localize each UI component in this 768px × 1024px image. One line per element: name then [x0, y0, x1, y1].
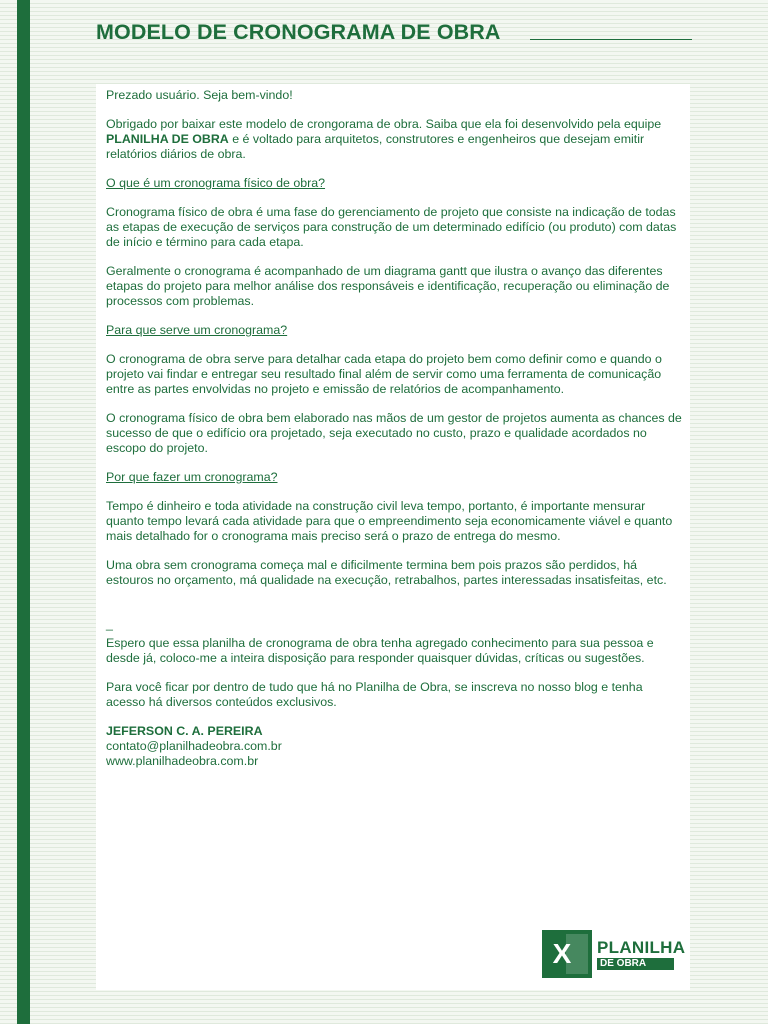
section-heading-what-is: O que é um cronograma físico de obra?	[106, 176, 326, 190]
paragraph-time-money: Tempo é dinheiro e toda atividade na construção civil leva tempo, portanto, é importante mensurar quanto tempo levará cada atividade para que o empreendimento seja economicamente viável e quanto mais detalhado for o cronograma mais preciso será o prazo de entrega do mesmo.	[106, 499, 673, 543]
section-heading-purpose: Para que serve um cronograma?	[106, 323, 288, 337]
greeting-text: Prezado usuário. Seja bem-vindo!	[106, 88, 293, 102]
signature-block	[106, 724, 682, 769]
intro-text-after: e é voltado para arquitetos, construtores e engenheiros que desejam emitir relatórios diários de obra.	[106, 132, 645, 161]
left-accent-bar	[17, 0, 30, 1024]
paragraph-success: O cronograma físico de obra bem elaborado nas mãos de um gestor de projetos aumenta as chances de sucesso de que o edifício ora projetado, seja executado no custo, prazo e qualidade acordados no escopo do projeto.	[106, 411, 682, 455]
page-title: MODELO DE CRONOGRAMA DE OBRA	[96, 20, 501, 44]
paragraph-purpose: O cronograma de obra serve para detalhar cada etapa do projeto bem como definir como e quando o projeto vai findar e entregar seu resultado final além de servir como uma ferramenta de comunicação entre as partes envolvidas no projeto e emissão de relatórios de acompanhamento.	[106, 352, 662, 396]
excel-logo-icon	[542, 930, 592, 978]
signature-website: www.planilhadeobra.com.br	[106, 754, 259, 768]
logo-letter: X	[552, 938, 572, 969]
intro-brand-name: PLANILHA DE OBRA	[106, 132, 229, 146]
content-panel	[96, 84, 690, 990]
logo-subtitle-band	[597, 958, 674, 970]
logo-wordmark: PLANILHA	[597, 938, 686, 957]
section-heading-why: Por que fazer um cronograma?	[106, 470, 278, 484]
logo-subtitle: DE OBRA	[600, 958, 647, 969]
paragraph-risks: Uma obra sem cronograma começa mal e dificilmente termina bem pois prazos são perdidos, há estouros no orçamento, má qualidade na execução, retrabalhos, partes interessadas insatisfeitas, etc.	[106, 558, 667, 587]
paragraph-subscribe: Para você ficar por dentro de tudo que há no Planilha de Obra, se inscreva no nosso blog e tenha acesso há diversos conteúdos exclusivos.	[106, 680, 643, 709]
intro-text-before: Obrigado por baixar este modelo de crongorama de obra. Saiba que ela foi desenvolvido pela equipe	[106, 117, 662, 131]
signature-email: contato@planilhadeobra.com.br	[106, 739, 282, 753]
brand-logo	[540, 930, 686, 978]
paragraph-gantt: Geralmente o cronograma é acompanhado de um diagrama gantt que ilustra o avanço das diferentes etapas do projeto para melhor análise dos responsáveis e identificação, recuperação ou eliminação de processos com problemas.	[106, 264, 670, 308]
intro-paragraph	[106, 117, 682, 162]
paragraph-definition: Cronograma físico de obra é uma fase do gerenciamento de projeto que consiste na indicação de todas as etapas de execução de serviços para construção de um determinado edifício (ou produto) com datas de início e término para cada etapa.	[106, 205, 677, 249]
signature-name: JEFERSON C. A. PEREIRA	[106, 724, 263, 738]
title-divider	[530, 39, 692, 40]
separator-mark: _	[106, 617, 113, 631]
paragraph-closing: Espero que essa planilha de cronograma de obra tenha agregado conhecimento para sua pessoa e desde já, coloco-me a inteira disposição para responder quaisquer dúvidas, críticas ou sugestões.	[106, 636, 654, 665]
